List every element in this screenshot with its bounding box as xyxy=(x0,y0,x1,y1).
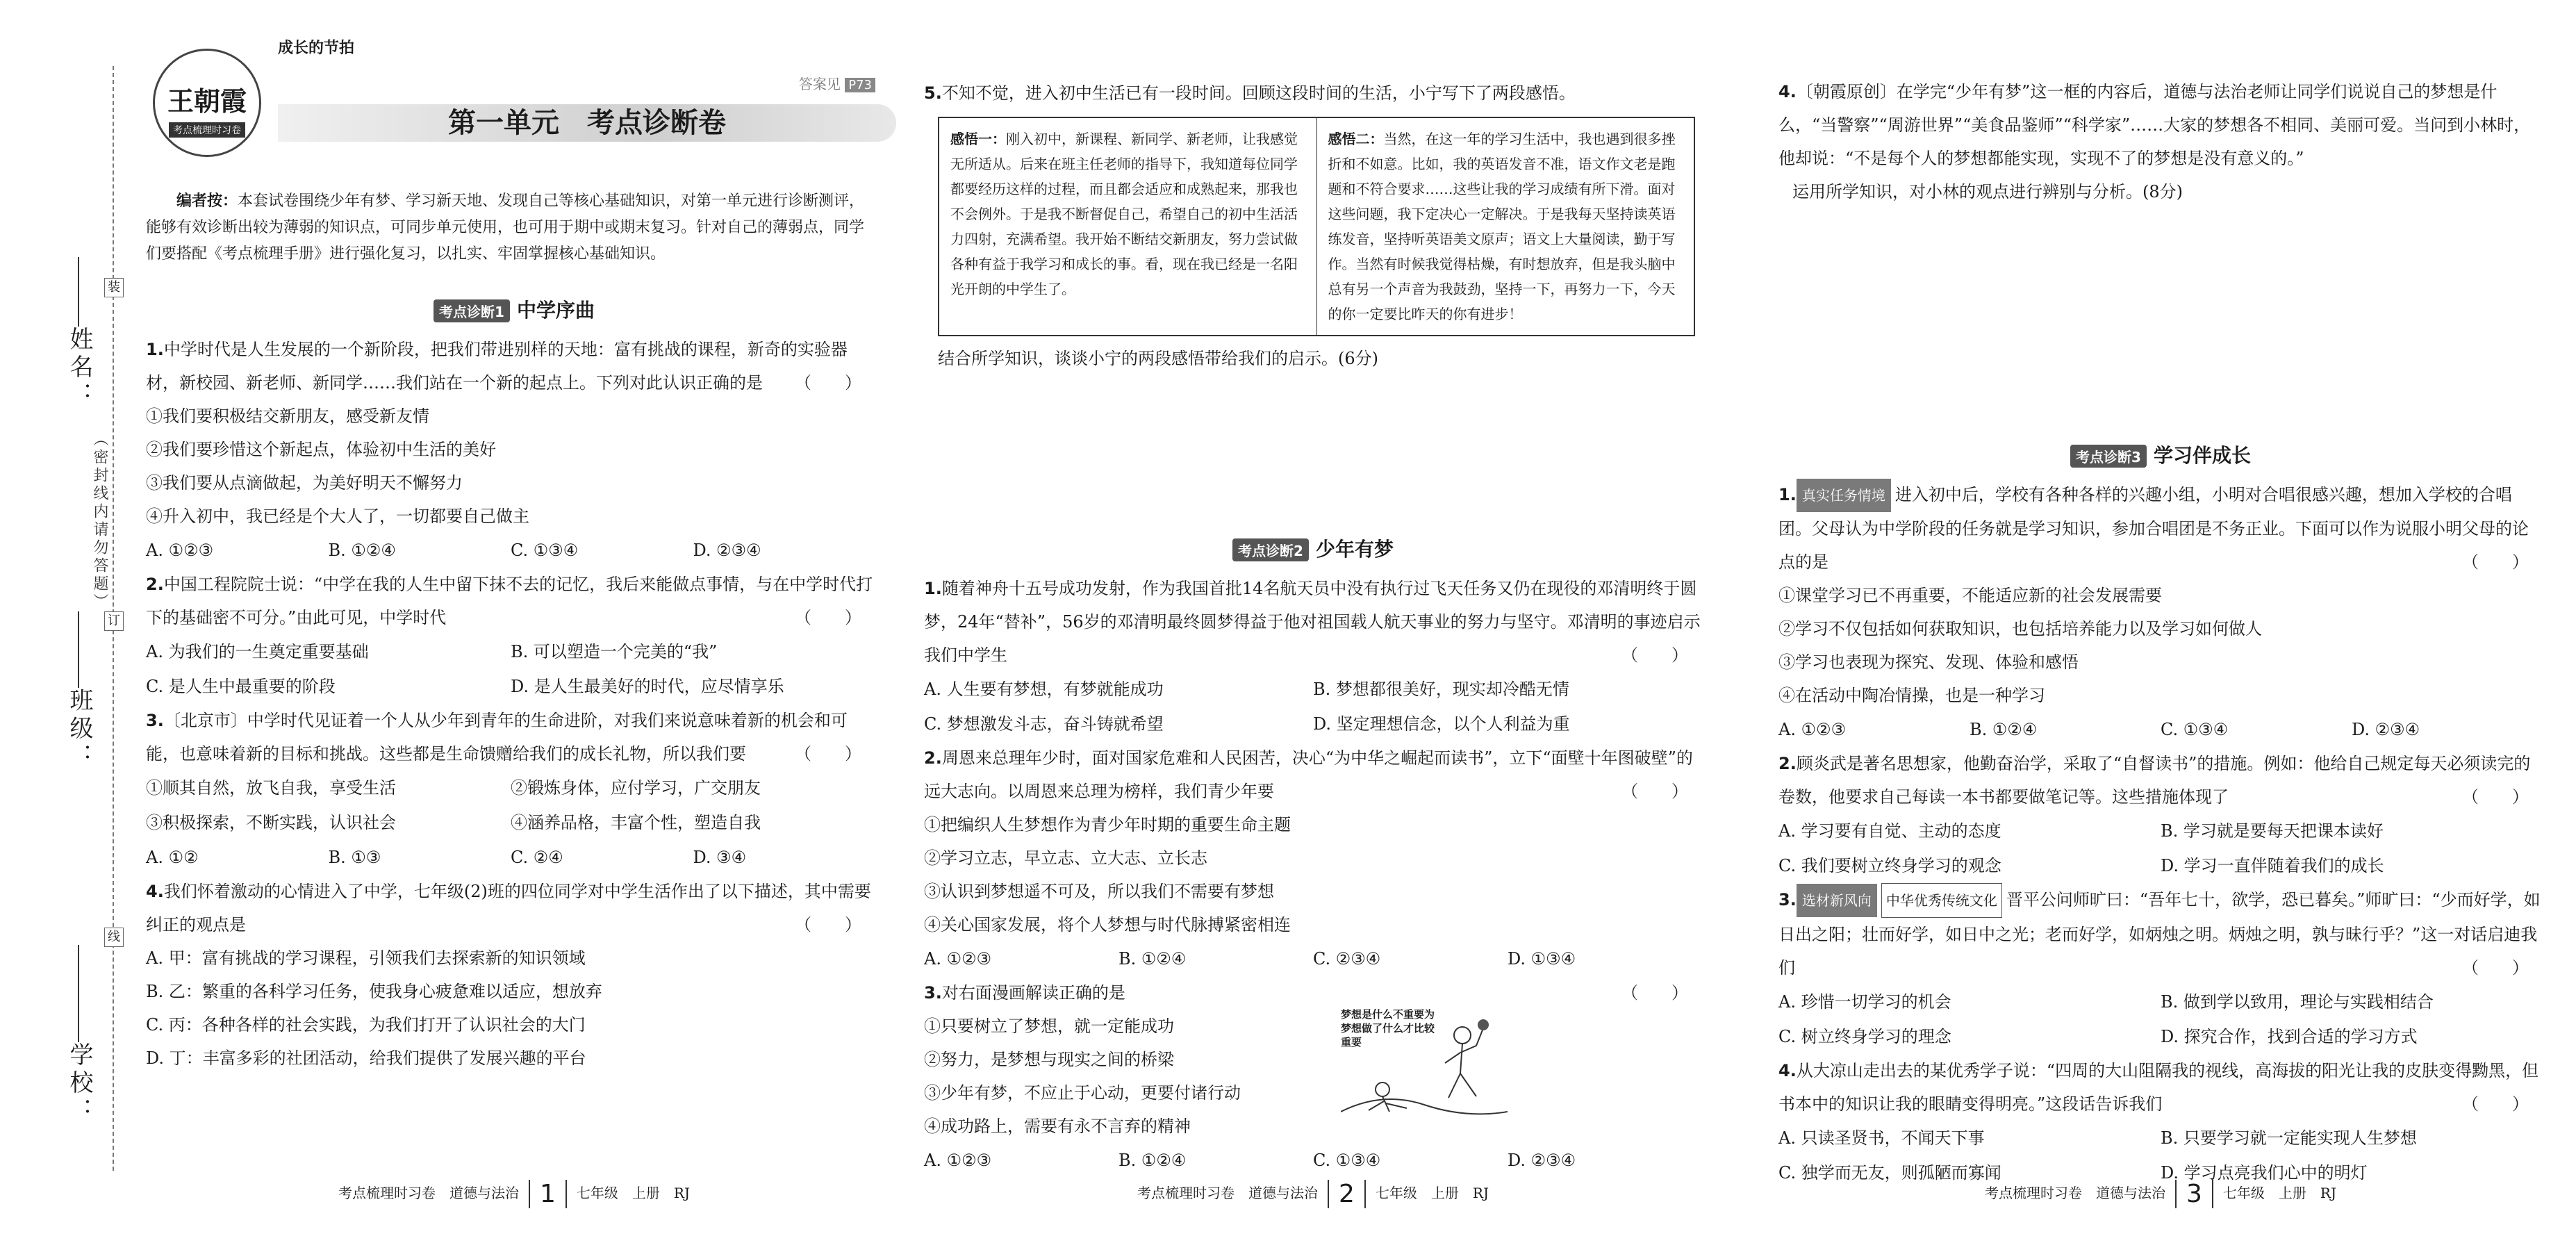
q-number: 4. xyxy=(1778,82,1797,101)
question-3-1 xyxy=(1778,478,2543,747)
option-d[interactable]: D. ①③④ xyxy=(1508,949,1576,969)
page-1 xyxy=(146,0,882,1243)
option-c[interactable]: C. ①③④ xyxy=(2161,720,2229,739)
option-a[interactable]: A. ①②③ xyxy=(924,949,992,969)
option-a[interactable]: A. ①②③ xyxy=(924,1151,992,1170)
brand-sub: 考点梳理时习卷 xyxy=(169,122,245,138)
option-a[interactable]: A. ①②③ xyxy=(146,541,214,560)
editor-note xyxy=(146,188,882,267)
answer-paren[interactable]: （ ） xyxy=(2462,1094,2529,1114)
answer-space[interactable] xyxy=(924,375,1702,525)
option-b[interactable]: B. 学习就是要每天把课本读好 xyxy=(2161,821,2384,841)
school-blank[interactable] xyxy=(78,945,79,1042)
bind-mark-1: 装 xyxy=(104,278,124,297)
q-stem: 不知不觉，进入初中生活已有一段时间。回顾这段时间的生活，小宁写下了两段感悟。 xyxy=(941,83,1576,103)
option-d[interactable]: D. 丁：丰富多彩的社团活动，给我们提供了发展兴趣的平台 xyxy=(146,1048,586,1068)
q-item: ③认识到梦想遥不可及，所以我们不需要有梦想 xyxy=(924,882,1274,901)
q-item: ④关心国家发展，将个人梦想与时代脉搏紧密相连 xyxy=(924,915,1291,935)
binding-sidebar xyxy=(0,0,146,1243)
option-d[interactable]: D. 学习一直伴随着我们的成长 xyxy=(2161,856,2384,875)
q-number: 4. xyxy=(1778,1061,1797,1080)
footer-right: 七年级 上册 RJ xyxy=(2222,1185,2336,1201)
page-number: 1 xyxy=(529,1180,567,1208)
page-3-footer xyxy=(1778,1180,2543,1208)
question-1-5 xyxy=(924,76,1702,525)
title-banner xyxy=(278,104,896,142)
question-3-4 xyxy=(1778,1054,2543,1190)
q-stem: 我们怀着激动的心情进入了中学，七年级(2)班的四位同学对中学生活作出了以下描述，其中需要纠正的观点是 xyxy=(146,882,871,935)
question-1-3 xyxy=(146,704,882,875)
question-3-2 xyxy=(1778,747,2543,883)
seal-note: （密封线内请勿答题） xyxy=(91,431,108,611)
section-2-header xyxy=(924,534,1702,562)
answer-paren[interactable]: （ ） xyxy=(795,744,861,764)
answer-ref xyxy=(799,73,875,93)
book-series: 成长的节拍 xyxy=(278,39,355,57)
q-number: 3. xyxy=(146,711,164,730)
q-badge: 选材新风向 xyxy=(1797,884,1877,917)
page-2-footer xyxy=(924,1180,1702,1208)
q-item: ②学习立志，早立志、立大志、立长志 xyxy=(924,848,1207,868)
option-b[interactable]: B. 梦想都很美好，现实却冷酷无情 xyxy=(1313,680,1569,699)
section-3-tag: 考点诊断3 xyxy=(2070,445,2147,468)
section-1-tag: 考点诊断1 xyxy=(434,299,510,322)
question-2-1 xyxy=(924,572,1702,741)
option-d[interactable]: D. ②③④ xyxy=(693,541,761,560)
question-1-2 xyxy=(146,568,882,704)
brand-name: 王朝霞 xyxy=(167,85,247,117)
option-a[interactable]: A. 珍惜一切学习的机会 xyxy=(1778,992,1951,1012)
class-label: 班级： xyxy=(65,688,93,771)
option-c[interactable]: C. 丙：各种各样的社会实践，为我们打开了认识社会的大门 xyxy=(146,1015,586,1035)
option-a[interactable]: A. ①② xyxy=(146,848,199,867)
option-a[interactable]: A. 为我们的一生奠定重要基础 xyxy=(146,642,369,661)
q-item: ③学习也表现为探究、发现、体验和感悟 xyxy=(1778,652,2079,672)
option-c[interactable]: C. ②③④ xyxy=(1313,949,1381,969)
q-item: ①只要树立了梦想，就一定能成功 xyxy=(924,1016,1174,1036)
option-b[interactable]: B. 可以塑造一个完美的“我” xyxy=(511,642,718,661)
reflection-2 xyxy=(1317,118,1694,335)
answer-space[interactable] xyxy=(1778,208,2543,431)
q-number: 2. xyxy=(1778,754,1797,773)
page-2 xyxy=(924,0,1702,1243)
q-stem: 中学时代是人生发展的一个新阶段，把我们带进别样的天地：富有挑战的课程，新奇的实验器材，新校园、新老师、新同学……我们站在一个新的起点上。下列对此认识正确的是 xyxy=(146,340,848,393)
option-a[interactable]: A. 学习要有自觉、主动的态度 xyxy=(1778,821,2001,841)
answer-paren[interactable]: （ ） xyxy=(795,608,861,627)
editor-label: 编者按： xyxy=(176,192,238,210)
q-number: 5. xyxy=(924,83,942,103)
footer-left: 考点梳理时习卷 道德与法治 xyxy=(338,1185,519,1201)
reflection-2-label: 感悟二： xyxy=(1328,131,1384,147)
q-number: 1. xyxy=(1778,485,1797,504)
q-region: 〔朝霞原创〕 xyxy=(1796,82,1897,101)
option-d[interactable]: D. 探究合作，找到合适的学习方式 xyxy=(2161,1027,2418,1046)
option-b[interactable]: B. ①②④ xyxy=(1970,720,2038,739)
option-b[interactable]: B. 做到学以致用，理论与实践相结合 xyxy=(2161,992,2434,1012)
section-2-title: 少年有梦 xyxy=(1315,538,1394,561)
comic-drawing xyxy=(1341,1007,1508,1126)
name-label: 姓名： xyxy=(65,327,93,410)
option-c[interactable]: C. 独学而无友，则孤陋而寡闻 xyxy=(1778,1163,2001,1183)
option-c[interactable]: C. 梦想激发斗志，奋斗铸就希望 xyxy=(924,714,1164,734)
q-number: 1. xyxy=(146,340,164,359)
page-1-footer xyxy=(146,1180,882,1208)
q-stem: 对右面漫画解读正确的是 xyxy=(941,983,1125,1003)
comic-caption: 梦想是什么不重要为梦想做了什么才比较重要 xyxy=(1341,1008,1435,1048)
section-1-header xyxy=(146,295,882,323)
option-c[interactable]: C. 我们要树立终身学习的观念 xyxy=(1778,856,2001,875)
reflection-2-text: 当然，在这一年的学习生活中，我也遇到很多挫折和不如意。比如，我的英语发音不准，语文作文老是跑题和不符合要求……这些让我的学习成绩有所下滑。面对这些问题，我下定决心一定解决。于是我每天坚持读英语练发音，坚持听英语美文原声；语文上大量阅读，勤于写作。当然有时候我觉得枯燥，有时想放弃，但是我头脑中总有另一个声音为我鼓劲，坚持一下，再努力一下，今天的你一定要比昨天的你有进步！ xyxy=(1328,131,1676,322)
q-ask: 运用所学知识，对小林的观点进行辨别与分析。(8分) xyxy=(1792,182,2183,201)
question-2-2 xyxy=(924,741,1702,976)
footer-right: 七年级 上册 RJ xyxy=(1375,1185,1489,1201)
option-c[interactable]: C. ①③④ xyxy=(1313,1151,1381,1170)
bind-mark-3: 线 xyxy=(104,928,124,947)
option-a[interactable]: A. 人生要有梦想，有梦就能成功 xyxy=(924,680,1164,699)
comic-illustration xyxy=(1341,1007,1508,1126)
reflection-1 xyxy=(939,118,1317,335)
option-c[interactable]: C. 树立终身学习的理念 xyxy=(1778,1027,1951,1046)
answer-paren[interactable]: （ ） xyxy=(1621,645,1688,665)
footer-left: 考点梳理时习卷 道德与法治 xyxy=(1137,1185,1318,1201)
q-item: ④成功路上，需要有永不言弃的精神 xyxy=(924,1117,1191,1136)
q-stem: 顾炎武是著名思想家，他勤奋治学，采取了“自督读书”的措施。例如：他给自己规定每天必须读完的卷数，他要求自己每读一本书都要做笔记等。这些措施体现了 xyxy=(1778,754,2531,807)
q-stem: 晋平公问师旷曰：“吾年七十，欲学，恐已暮矣。”师旷曰：“少而好学，如日出之阳；壮而好学，如日中之光；老而好学，如炳烛之明。炳烛之明，孰与昧行乎？”这一对话启迪我们 xyxy=(1778,890,2541,978)
q-item: ②努力，是梦想与现实之间的桥梁 xyxy=(924,1050,1174,1069)
option-b[interactable]: B. 只要学习就一定能实现人生梦想 xyxy=(2161,1128,2417,1148)
page-number: 3 xyxy=(2175,1180,2213,1208)
q-stem: 周恩来总理年少时，面对国家危难和人民困苦，决心“为中华之崛起而读书”，立下“面壁十年图破壁”的远大志向。以周恩来总理为榜样，我们青少年要 xyxy=(924,748,1693,801)
reflection-box xyxy=(938,117,1695,336)
option-c[interactable]: C. ②④ xyxy=(511,848,563,867)
section-1-title: 中学序曲 xyxy=(516,299,595,322)
page-title: 第一单元 考点诊断卷 xyxy=(448,107,726,139)
option-d[interactable]: D. ③④ xyxy=(693,848,747,867)
reflection-1-text: 刚入初中，新课程、新同学、新老师，让我感觉无所适从。后来在班主任老师的指导下，我知道每位同学都要经历这样的过程，而且都会适应和成熟起来，那我也不会例外。于是我不断督促自己，希望自己的初中生活活力四射，充满希望。我开始不断结交新朋友，努力尝试做各种有益于我学习和成长的事。看，现在我已经是一名阳光开朗的中学生了。 xyxy=(950,131,1298,297)
page1-header xyxy=(146,0,882,146)
q-number: 3. xyxy=(1778,890,1797,909)
section-3-header xyxy=(1778,441,2543,468)
answer-paren[interactable]: （ ） xyxy=(1621,782,1688,801)
option-d[interactable]: D. 坚定理想信念，以个人利益为重 xyxy=(1313,714,1570,734)
page-number: 2 xyxy=(1328,1180,1366,1208)
page-3 xyxy=(1778,0,2543,1243)
section-3-title: 学习伴成长 xyxy=(2153,444,2251,467)
answer-paren[interactable]: （ ） xyxy=(795,915,861,935)
q-item: ①顺其自然，放飞自我，享受生活 xyxy=(146,778,396,798)
option-c[interactable]: C. 是人生中最重要的阶段 xyxy=(146,677,336,696)
answer-paren[interactable]: （ ） xyxy=(1621,983,1688,1003)
option-d[interactable]: D. ②③④ xyxy=(2352,720,2420,739)
q-stem: 在学完“少年有梦”这一框的内容后，道德与法治老师让同学们说说自己的梦想是什么，“当警察”“周游世界”“美食品鉴师”“科学家”……大家的梦想各不相同、美丽可爱。当问到小林时，他却说：“不是每个人的梦想都能实现，实现不了的梦想是没有意义的。” xyxy=(1778,82,2531,168)
option-c[interactable]: C. ①③④ xyxy=(511,541,579,560)
q-stem: 进入初中后，学校有各种各样的兴趣小组，小明对合唱很感兴趣，想加入学校的合唱团。父母认为中学阶段的任务就是学习知识，参加合唱团是不务正业。下面可以作为说服小明父母的论点的是 xyxy=(1778,485,2529,572)
q-item: ②学习不仅包括如何获取知识，也包括培养能力以及学习如何做人 xyxy=(1778,619,2262,639)
q-item: ③积极探索，不断实践，认识社会 xyxy=(146,813,396,832)
q-item: ③我们要从点滴做起，为美好明天不懈努力 xyxy=(146,473,463,493)
option-d[interactable]: D. 是人生最美好的时代，应尽情享乐 xyxy=(511,677,784,696)
class-blank[interactable] xyxy=(78,611,79,688)
answer-paren[interactable]: （ ） xyxy=(2462,787,2529,807)
answer-paren[interactable]: （ ） xyxy=(795,373,861,393)
question-2-4 xyxy=(1778,75,2543,431)
q-item: ①课堂学习已不再重要，不能适应新的社会发展需要 xyxy=(1778,586,2162,605)
option-b[interactable]: B. 乙：繁重的各科学习任务，使我身心疲惫难以适应，想放弃 xyxy=(146,982,602,1001)
question-1-4 xyxy=(146,875,882,1075)
q-number: 2. xyxy=(924,748,942,768)
q-stem: 从大凉山走出去的某优秀学子说：“四周的大山阻隔我的视线，高海拔的阳光让我的皮肤变得黝黑，但书本中的知识让我的眼睛变得明亮。”这段话告诉我们 xyxy=(1778,1061,2539,1114)
q-stem: 中学时代见证着一个人从少年到青年的生命进阶，对我们来说意味着新的机会和可能，也意味着新的目标和挑战。这些都是生命馈赠给我们的成长礼物，所以我们要 xyxy=(146,711,848,764)
q-badge-secondary: 中华优秀传统文化 xyxy=(1881,883,2002,918)
editor-note-text: 本套试卷围绕少年有梦、学习新天地、发现自己等核心基础知识，对第一单元进行诊断测评，能够有效诊断出较为薄弱的知识点，可同步单元使用，也可用于期中或期末复习。针对自己的薄弱点，同学们要搭配《考点梳理手册》进行强化复习，以扎实、牢固掌握核心基础知识。 xyxy=(146,192,865,263)
question-1-1 xyxy=(146,333,882,568)
option-a[interactable]: A. 甲：富有挑战的学习课程，引领我们去探索新的知识领域 xyxy=(146,948,586,968)
q-item: ①我们要积极结交新朋友，感受新友情 xyxy=(146,406,429,426)
option-d[interactable]: D. ②③④ xyxy=(1508,1151,1576,1170)
footer-right: 七年级 上册 RJ xyxy=(576,1185,690,1201)
name-blank[interactable] xyxy=(78,257,79,327)
option-d[interactable]: D. 学习点亮我们心中的明灯 xyxy=(2161,1163,2368,1183)
option-b[interactable]: B. ①②④ xyxy=(1118,949,1187,969)
q-number: 4. xyxy=(146,882,164,901)
option-a[interactable]: A. 只读圣贤书，不闻天下事 xyxy=(1778,1128,1985,1148)
q-stem: 随着神舟十五号成功发射，作为我国首批14名航天员中没有执行过飞天任务又仍在现役的邓清明终于圆梦，24年“替补”，56岁的邓清明最终圆梦得益于他对祖国载人航天事业的努力与坚守。邓清明的事迹启示我们中学生 xyxy=(924,579,1701,665)
answer-paren[interactable]: （ ） xyxy=(2462,958,2529,978)
reflection-1-label: 感悟一： xyxy=(950,131,1006,147)
bind-mark-2: 订 xyxy=(104,611,124,631)
question-3-3 xyxy=(1778,883,2543,1054)
q-item: ④涵养品格，丰富个性，塑造自我 xyxy=(511,813,761,832)
q-number: 1. xyxy=(924,579,942,598)
option-b[interactable]: B. ①②④ xyxy=(328,541,396,560)
option-a[interactable]: A. ①②③ xyxy=(1778,720,1847,739)
q-item: ③少年有梦，不应止于心动，更要付诸行动 xyxy=(924,1083,1241,1103)
q-number: 2. xyxy=(146,575,164,594)
question-2-3 xyxy=(924,976,1702,1178)
brand-logo xyxy=(153,49,261,157)
footer-left: 考点梳理时习卷 道德与法治 xyxy=(1985,1185,2165,1201)
q-number: 3. xyxy=(924,983,942,1003)
q-item: ①把编织人生梦想作为青少年时期的重要生命主题 xyxy=(924,815,1291,834)
q-item: ②我们要珍惜这个新起点，体验初中生活的美好 xyxy=(146,440,496,459)
q-item: ④升入初中，我已经是个大人了，一切都要自己做主 xyxy=(146,507,529,526)
answer-ref-page: P73 xyxy=(845,78,875,92)
section-2-tag: 考点诊断2 xyxy=(1232,538,1309,561)
q-ask: 结合所学知识，谈谈小宁的两段感悟带给我们的启示。(6分) xyxy=(938,349,1378,368)
option-b[interactable]: B. ①③ xyxy=(328,848,381,867)
answer-ref-label: 答案见 xyxy=(798,76,841,92)
q-badge: 真实任务情境 xyxy=(1797,479,1891,512)
q-item: ②锻炼身体，应付学习，广交朋友 xyxy=(511,778,761,798)
q-stem: 中国工程院院士说：“中学在我的人生中留下抹不去的记忆，我后来能做点事情，与在中学时代打下的基础密不可分。”由此可见，中学时代 xyxy=(146,575,873,627)
q-item: ④在活动中陶冶情操，也是一种学习 xyxy=(1778,686,2045,705)
q-region: 〔北京市〕 xyxy=(163,711,247,730)
answer-paren[interactable]: （ ） xyxy=(2462,552,2529,572)
school-label: 学校： xyxy=(65,1042,93,1126)
option-b[interactable]: B. ①②④ xyxy=(1118,1151,1187,1170)
